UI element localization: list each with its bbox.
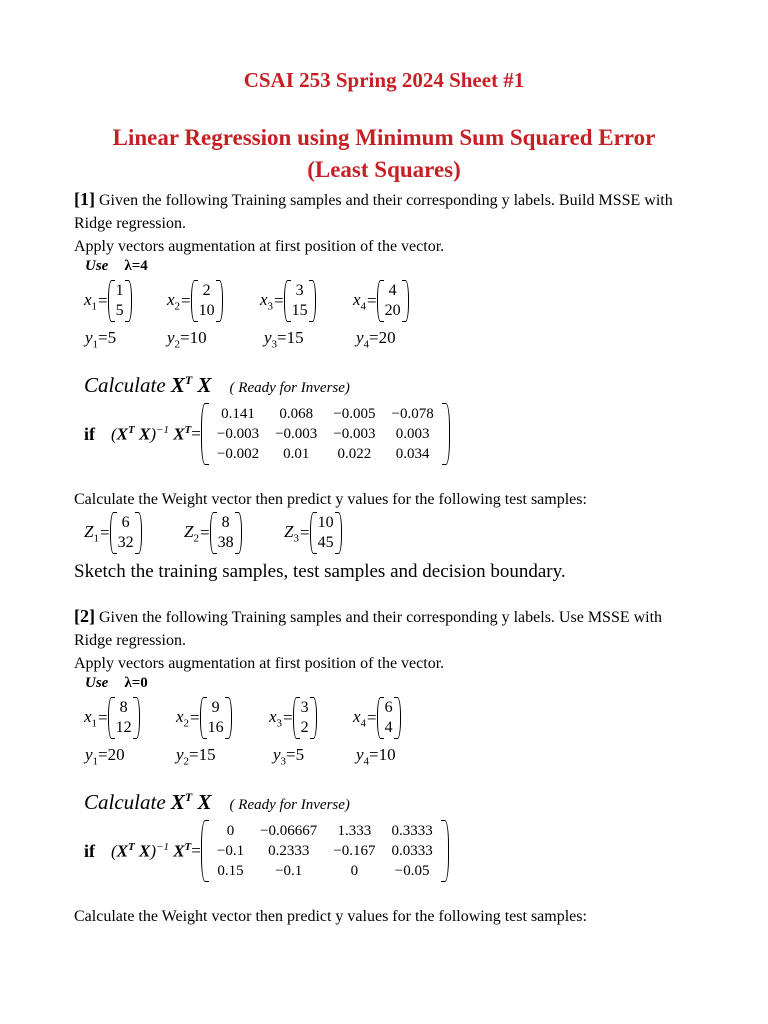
q2-text1: Given the following Training samples and their corresponding y labels. Use MSSE with Ridge regression. <box>74 609 663 649</box>
topic-title-line2: (Least Squares) <box>307 157 461 182</box>
topic-title-line1: Linear Regression using Minimum Sum Squared Error <box>112 125 656 150</box>
q1-use-lambda <box>85 258 148 275</box>
q2-use-lambda <box>85 675 148 692</box>
sheet-title: CSAI 253 Spring 2024 Sheet #1 <box>243 68 525 92</box>
q1-use-label: Use <box>85 258 109 274</box>
topic-title <box>0 122 768 186</box>
q2-predict-text: Calculate the Weight vector then predict y values for the following test samples: <box>74 908 587 925</box>
q1-y1: $y_1=5$ <box>85 328 117 351</box>
q1-lambda: λ=4 <box>124 258 148 274</box>
q2-y3: $y_3=5$ <box>273 745 305 768</box>
q2-inverse-matrix: if ($X^T$ X)$^{-1}$ $X^T$ = 0 −0.06667 1.333 0.3333 −0.1 0.2333 −0.167 0.0333 0.15 −0.1 0 −0.05 <box>84 820 449 882</box>
q1-statement <box>74 188 694 258</box>
q1-text1: Given the following Training samples and their corresponding y labels. Build MSSE with Ridge regression. <box>74 192 673 232</box>
q2-calculate-xtx: Calculate $X^T$ X ( Ready for Inverse) <box>84 790 350 814</box>
q2-use-label: Use <box>85 675 109 691</box>
q2-number: [2] <box>74 606 95 626</box>
q2-lambda: λ=0 <box>124 675 148 691</box>
q1-x2-vector: $x_2$ = 2 10 <box>167 280 223 322</box>
q2-y2: $y_2=15$ <box>176 745 216 768</box>
q1-sketch-instruction: Sketch the training samples, test samples and decision boundary. <box>74 561 566 582</box>
q2-x4-vector: $x_4$ = 6 4 <box>353 697 401 739</box>
q2-y1: $y_1=20$ <box>85 745 125 768</box>
q1-calculate-xtx: Calculate $X^T$ X ( Ready for Inverse) <box>84 373 350 397</box>
q1-z2-vector: $Z_2$ = 8 38 <box>184 512 242 554</box>
q2-text2: Apply vectors augmentation at first position of the vector. <box>74 655 445 672</box>
q2-x1-vector: $x_1$ = 8 12 <box>84 697 140 739</box>
q1-y3: $y_3=15$ <box>264 328 304 351</box>
q1-matrix-table: 0.141 0.068 −0.005 −0.078 −0.003 −0.003 −0.003 0.003 −0.002 0.01 0.022 0.034 <box>216 406 434 462</box>
q1-x3-vector: $x_3$ = 3 15 <box>260 280 316 322</box>
q1-text2: Apply vectors augmentation at first position of the vector. <box>74 238 445 255</box>
q1-ready-note: ( Ready for Inverse) <box>229 380 350 396</box>
q1-y4: $y_4=20$ <box>356 328 396 351</box>
q1-z1-vector: $Z_1$ = 6 32 <box>84 512 142 554</box>
q2-ready-note: ( Ready for Inverse) <box>229 797 350 813</box>
q1-number: [1] <box>74 189 95 209</box>
q1-x4-vector: $x_4$ = 4 20 <box>353 280 409 322</box>
q2-statement <box>74 605 694 675</box>
q1-x1-vector: $x_1$ = 1 5 <box>84 280 132 322</box>
q1-y2: $y_2=10$ <box>167 328 207 351</box>
q1-predict-text: Calculate the Weight vector then predict y values for the following test samples: <box>74 491 587 508</box>
q1-inverse-matrix: if ($X^T$ X)$^{-1}$ $X^T$ = 0.141 0.068 −0.005 −0.078 −0.003 −0.003 −0.003 0.003 −0.002 0.01 0.022 0.034 <box>84 403 450 465</box>
q2-x2-vector: $x_2$ = 9 16 <box>176 697 232 739</box>
q2-matrix-table: 0 −0.06667 1.333 0.3333 −0.1 0.2333 −0.167 0.0333 0.15 −0.1 0 −0.05 <box>216 823 433 879</box>
q2-x3-vector: $x_3$ = 3 2 <box>269 697 317 739</box>
q2-y4: $y_4=10$ <box>356 745 396 768</box>
q1-z3-vector: $Z_3$ = 10 45 <box>284 512 342 554</box>
